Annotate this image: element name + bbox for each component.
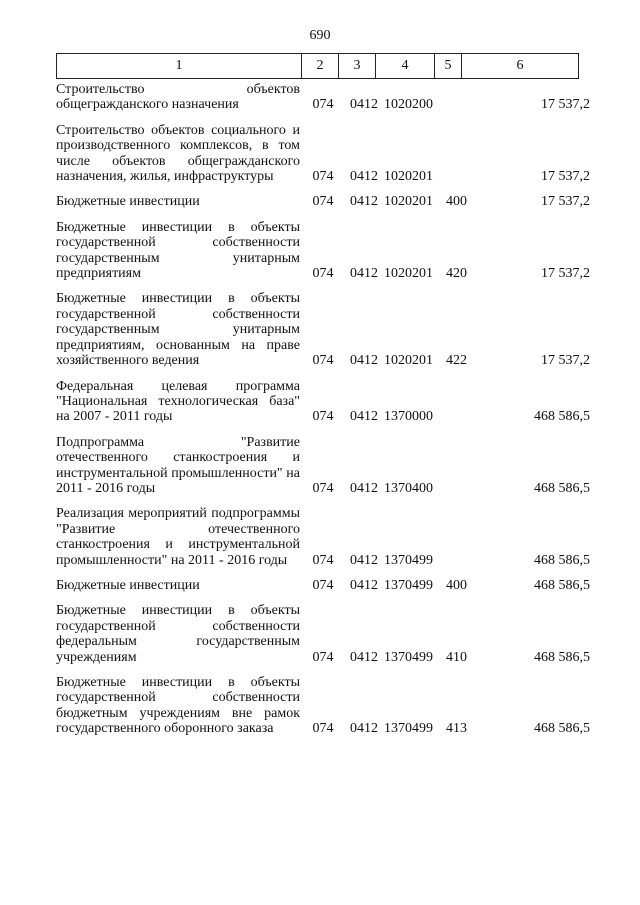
row-amount: 468 586,5 bbox=[534, 409, 590, 425]
column-header-5: 5 bbox=[435, 54, 462, 79]
table-row bbox=[56, 578, 596, 593]
row-amount: 17 537,2 bbox=[541, 266, 590, 282]
row-expense-type: 400 bbox=[446, 577, 467, 593]
row-name: Строительство объектов общегражданского назначения bbox=[56, 82, 300, 113]
row-section-code: 0412 bbox=[350, 353, 378, 369]
row-name: Строительство объектов социального и производственного комплексов, в том числе объектов общегражданского назначения, жилья, инфраструктуры bbox=[56, 122, 300, 185]
row-amount: 468 586,5 bbox=[534, 577, 590, 593]
row-amount: 468 586,5 bbox=[534, 552, 590, 568]
budget-table-body bbox=[56, 82, 596, 747]
column-header-table bbox=[56, 53, 579, 79]
table-row bbox=[56, 603, 596, 665]
page-number: 690 bbox=[309, 28, 331, 43]
row-section-code: 0412 bbox=[350, 194, 378, 210]
row-amount: 17 537,2 bbox=[541, 353, 590, 369]
column-header-row bbox=[57, 54, 579, 79]
table-row bbox=[56, 291, 596, 368]
row-expense-type: 413 bbox=[446, 721, 467, 737]
row-name: Бюджетные инвестиции bbox=[56, 577, 200, 593]
row-target-code: 1370499 bbox=[384, 577, 433, 593]
row-name: Бюджетные инвестиции в объекты государственной собственности федеральным государственным учреждениям bbox=[56, 603, 300, 665]
table-row bbox=[56, 379, 596, 425]
row-ministry-code: 074 bbox=[312, 353, 334, 369]
column-header-1: 1 bbox=[57, 54, 302, 79]
row-expense-type: 410 bbox=[446, 649, 467, 665]
row-ministry-code: 074 bbox=[312, 577, 334, 593]
column-header-3: 3 bbox=[339, 54, 376, 79]
row-name: Федеральная целевая программа "Национальная технологическая база" на 2007 - 2011 годы bbox=[56, 378, 300, 425]
row-section-code: 0412 bbox=[350, 409, 378, 425]
table-row bbox=[56, 435, 596, 497]
row-section-code: 0412 bbox=[350, 649, 378, 665]
row-ministry-code: 074 bbox=[312, 552, 334, 568]
table-row bbox=[56, 82, 596, 113]
row-target-code: 1020201 bbox=[384, 353, 433, 369]
row-section-code: 0412 bbox=[350, 266, 378, 282]
row-ministry-code: 074 bbox=[312, 194, 334, 210]
table-row bbox=[56, 194, 596, 209]
column-header-6: 6 bbox=[462, 54, 579, 79]
row-target-code: 1020200 bbox=[384, 97, 433, 113]
row-amount: 468 586,5 bbox=[534, 649, 590, 665]
row-amount: 17 537,2 bbox=[541, 97, 590, 113]
row-target-code: 1370400 bbox=[384, 480, 433, 496]
row-name: Бюджетные инвестиции в объекты государственной собственности бюджетным учреждениям вне рамок государственного оборонного заказа bbox=[56, 675, 300, 737]
table-row bbox=[56, 506, 596, 568]
row-amount: 468 586,5 bbox=[534, 721, 590, 737]
row-section-code: 0412 bbox=[350, 169, 378, 185]
row-target-code: 1020201 bbox=[384, 266, 433, 282]
column-header-4: 4 bbox=[376, 54, 435, 79]
table-row bbox=[56, 123, 596, 185]
row-target-code: 1370499 bbox=[384, 649, 433, 665]
row-target-code: 1020201 bbox=[384, 169, 433, 185]
row-section-code: 0412 bbox=[350, 552, 378, 568]
row-amount: 468 586,5 bbox=[534, 480, 590, 496]
row-target-code: 1370499 bbox=[384, 552, 433, 568]
row-ministry-code: 074 bbox=[312, 409, 334, 425]
row-name: Бюджетные инвестиции bbox=[56, 194, 200, 210]
row-name: Бюджетные инвестиции в объекты государственной собственности государственным унитарным предприятиям bbox=[56, 219, 300, 282]
row-expense-type: 422 bbox=[446, 353, 467, 369]
row-section-code: 0412 bbox=[350, 97, 378, 113]
row-amount: 17 537,2 bbox=[541, 194, 590, 210]
row-target-code: 1370499 bbox=[384, 721, 433, 737]
row-name: Реализация мероприятий подпрограммы "Развитие отечественного станкостроения и инструментальной промышленности" на 2011 - 2016 годы bbox=[56, 506, 300, 568]
row-expense-type: 400 bbox=[446, 194, 467, 210]
row-ministry-code: 074 bbox=[312, 649, 334, 665]
row-target-code: 1020201 bbox=[384, 194, 433, 210]
row-section-code: 0412 bbox=[350, 577, 378, 593]
row-ministry-code: 074 bbox=[312, 266, 334, 282]
row-ministry-code: 074 bbox=[312, 480, 334, 496]
row-name: Подпрограмма "Развитие отечественного станкостроения и инструментальной промышленности" на 2011 - 2016 годы bbox=[56, 434, 300, 496]
column-header-2: 2 bbox=[302, 54, 339, 79]
row-amount: 17 537,2 bbox=[541, 169, 590, 185]
table-row bbox=[56, 220, 596, 282]
row-expense-type: 420 bbox=[446, 266, 467, 282]
row-name: Бюджетные инвестиции в объекты государственной собственности государственным унитарным предприятиям, основанным на праве хозяйственного ведения bbox=[56, 291, 300, 369]
table-row bbox=[56, 675, 596, 737]
row-section-code: 0412 bbox=[350, 721, 378, 737]
row-ministry-code: 074 bbox=[312, 97, 334, 113]
row-target-code: 1370000 bbox=[384, 409, 433, 425]
row-section-code: 0412 bbox=[350, 480, 378, 496]
row-ministry-code: 074 bbox=[312, 169, 334, 185]
row-ministry-code: 074 bbox=[312, 721, 334, 737]
